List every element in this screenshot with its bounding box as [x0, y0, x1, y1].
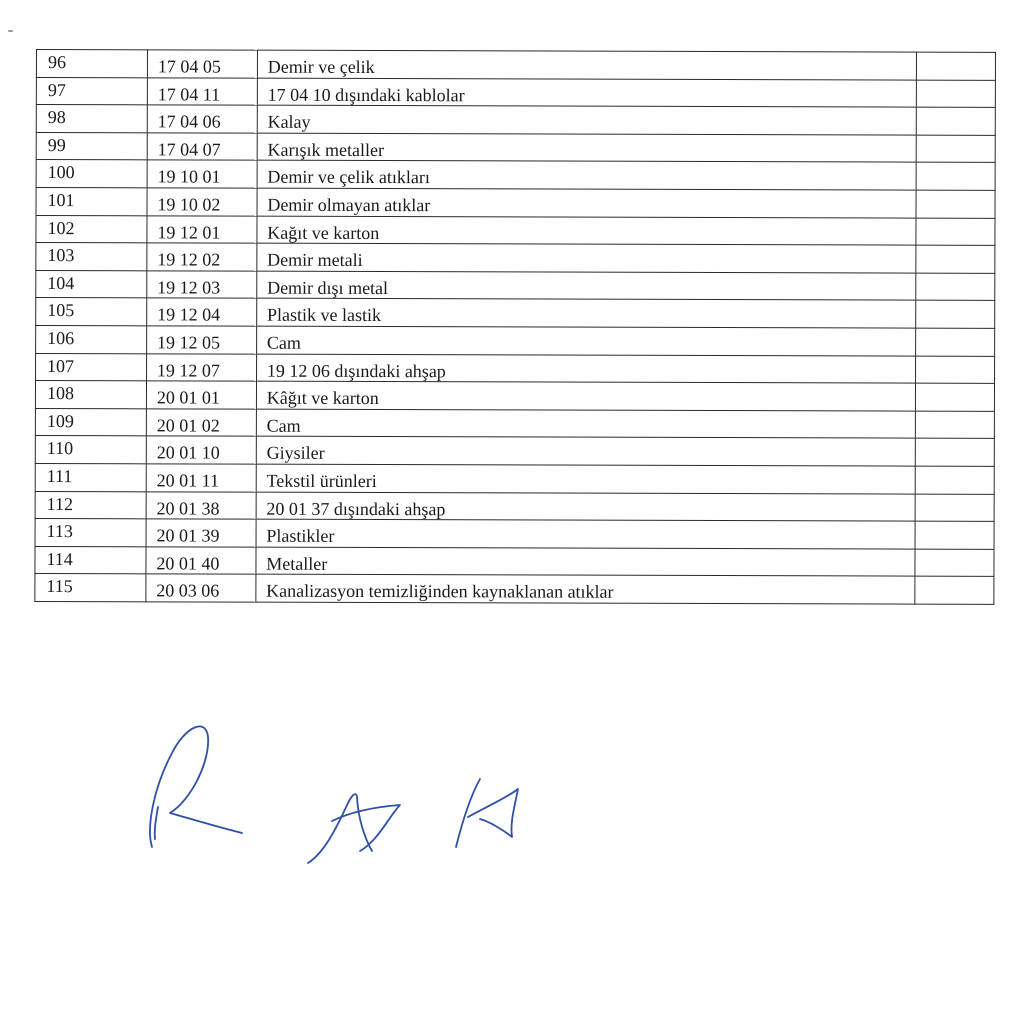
- empty-cell: [916, 162, 995, 190]
- row-number-cell: 101: [36, 187, 147, 215]
- row-number-cell: 99: [36, 132, 147, 160]
- waste-code-cell: 20 01 11: [146, 464, 256, 492]
- empty-cell: [915, 576, 994, 604]
- waste-code-cell: 20 03 06: [146, 574, 256, 602]
- empty-cell: [916, 190, 995, 218]
- row-number-cell: 106: [36, 325, 147, 353]
- table-row: [36, 325, 995, 355]
- signatures-svg: [110, 705, 570, 895]
- row-number-cell: 112: [35, 491, 146, 519]
- waste-description-cell: Demir olmayan atıklar: [257, 188, 916, 218]
- waste-code-cell: 17 04 07: [147, 133, 257, 161]
- waste-description-cell: Cam: [256, 326, 915, 356]
- waste-description-cell: Demir dışı metal: [257, 271, 916, 301]
- waste-code-cell: 19 10 01: [147, 160, 257, 188]
- empty-cell: [915, 438, 994, 466]
- row-number-cell: 109: [35, 408, 146, 436]
- waste-code-cell: 19 12 01: [147, 215, 257, 243]
- row-number-cell: 110: [35, 436, 146, 464]
- signature-3: [456, 779, 518, 847]
- waste-code-cell: 20 01 40: [146, 547, 256, 575]
- waste-description-cell: Plastikler: [256, 519, 915, 549]
- waste-description-cell: 19 12 06 dışındaki ahşap: [256, 354, 915, 384]
- table-row: [35, 408, 994, 438]
- waste-code-table: [34, 49, 996, 605]
- waste-code-cell: 19 12 02: [147, 243, 257, 271]
- row-number-cell: 98: [36, 105, 147, 133]
- row-number-cell: 97: [36, 77, 147, 105]
- table-body: [35, 50, 996, 605]
- empty-cell: [915, 411, 994, 439]
- table-row: [36, 187, 995, 217]
- row-number-cell: 102: [36, 215, 147, 243]
- waste-description-cell: Kanalizasyon temizliğinden kaynaklanan atıklar: [256, 574, 915, 604]
- waste-code-cell: 20 01 02: [146, 409, 256, 437]
- waste-code-cell: 19 10 02: [147, 188, 257, 216]
- empty-cell: [915, 521, 994, 549]
- row-number-cell: 115: [35, 574, 146, 602]
- table-row: [35, 436, 994, 466]
- empty-cell: [916, 245, 995, 273]
- table-row: [36, 353, 995, 383]
- waste-description-cell: Plastik ve lastik: [256, 298, 915, 328]
- waste-description-cell: Demir ve çelik: [257, 50, 916, 80]
- waste-description-cell: Kâğıt ve karton: [256, 381, 915, 411]
- table-row: [36, 160, 995, 190]
- empty-cell: [916, 328, 995, 356]
- row-number-cell: 100: [36, 160, 147, 188]
- table-row: [35, 463, 994, 493]
- empty-cell: [916, 383, 995, 411]
- empty-cell: [916, 218, 995, 246]
- waste-code-cell: 17 04 06: [147, 105, 257, 133]
- table-row: [36, 50, 995, 80]
- waste-code-cell: 17 04 11: [147, 77, 257, 105]
- waste-description-cell: 20 01 37 dışındaki ahşap: [256, 492, 915, 522]
- row-number-cell: 114: [35, 546, 146, 574]
- table-row: [36, 132, 995, 162]
- empty-cell: [915, 549, 994, 577]
- table-row: [36, 215, 995, 245]
- waste-description-cell: Metaller: [256, 547, 915, 577]
- waste-code-cell: 20 01 01: [146, 381, 256, 409]
- empty-cell: [915, 494, 994, 522]
- waste-description-cell: Kağıt ve karton: [257, 216, 916, 246]
- row-number-cell: 104: [36, 270, 147, 298]
- empty-cell: [916, 300, 995, 328]
- waste-description-cell: Kalay: [257, 105, 916, 135]
- waste-description-cell: Tekstil ürünleri: [256, 464, 915, 494]
- waste-code-cell: 20 01 38: [146, 491, 256, 519]
- empty-cell: [916, 273, 995, 301]
- waste-description-cell: Demir ve çelik atıkları: [257, 161, 916, 191]
- signature-1: [150, 726, 242, 847]
- row-number-cell: 111: [35, 463, 146, 491]
- row-number-cell: 108: [35, 381, 146, 409]
- scan-speck: [8, 30, 13, 32]
- waste-code-cell: 19 12 04: [147, 298, 257, 326]
- empty-cell: [916, 52, 995, 80]
- waste-code-cell: 19 12 05: [147, 326, 257, 354]
- waste-code-cell: 20 01 10: [146, 436, 256, 464]
- empty-cell: [915, 466, 994, 494]
- signature-2: [308, 794, 400, 863]
- waste-code-cell: 19 12 03: [147, 271, 257, 299]
- table-row: [35, 546, 994, 576]
- waste-code-cell: 19 12 07: [146, 353, 256, 381]
- row-number-cell: 103: [36, 243, 147, 271]
- row-number-cell: 105: [36, 298, 147, 326]
- table-row: [35, 574, 994, 604]
- table-row: [36, 298, 995, 328]
- signatures: [110, 705, 570, 895]
- row-number-cell: 107: [36, 353, 147, 381]
- empty-cell: [916, 80, 995, 108]
- waste-description-cell: Karışık metaller: [257, 133, 916, 163]
- waste-code-cell: 17 04 05: [147, 50, 257, 78]
- waste-description-cell: Demir metali: [257, 243, 916, 273]
- empty-cell: [916, 135, 995, 163]
- table-row: [36, 243, 995, 273]
- waste-description-cell: Cam: [256, 409, 915, 439]
- table-row: [35, 381, 994, 411]
- table-row: [36, 105, 995, 135]
- waste-description-cell: Giysiler: [256, 436, 915, 466]
- row-number-cell: 113: [35, 519, 146, 547]
- table-row: [36, 270, 995, 300]
- row-number-cell: 96: [36, 50, 147, 78]
- empty-cell: [916, 356, 995, 384]
- empty-cell: [916, 107, 995, 135]
- waste-description-cell: 17 04 10 dışındaki kablolar: [257, 78, 916, 108]
- waste-code-cell: 20 01 39: [146, 519, 256, 547]
- table-row: [35, 491, 994, 521]
- table-row: [36, 77, 995, 107]
- table-row: [35, 519, 994, 549]
